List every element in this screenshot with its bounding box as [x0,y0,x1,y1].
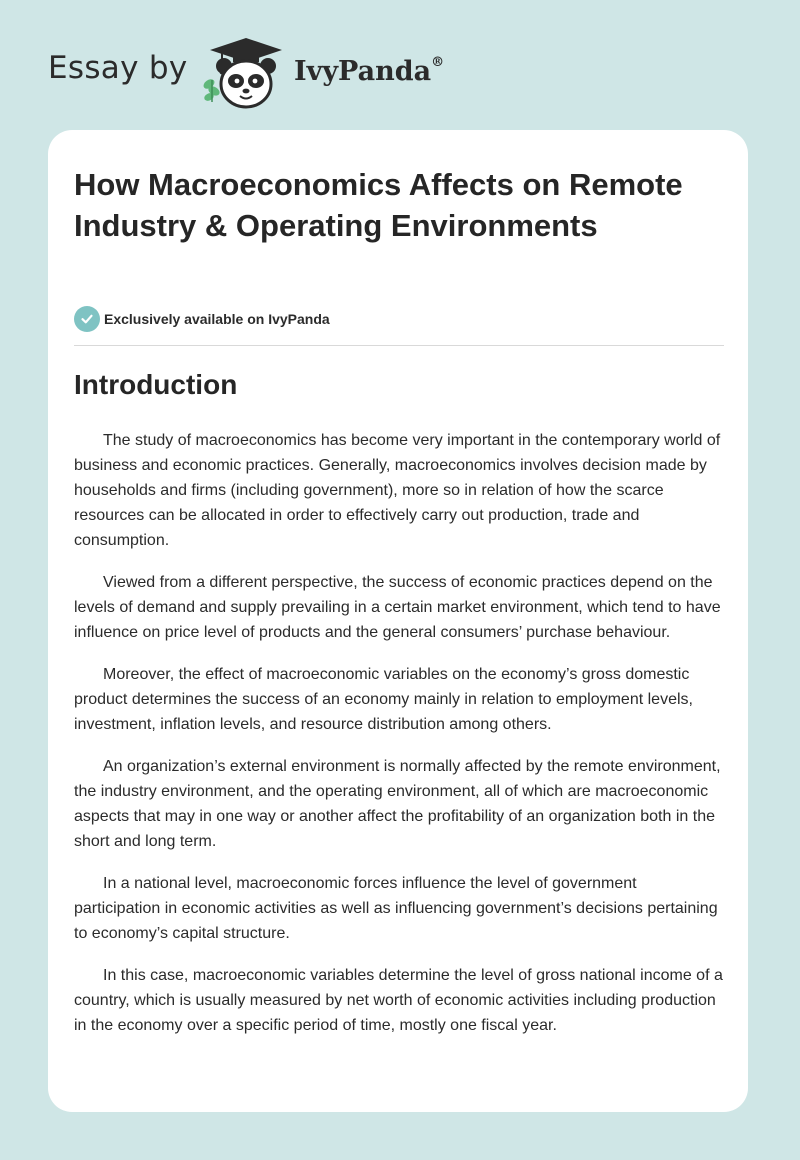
page-title: How Macroeconomics Affects on Remote Industry & Operating Environments [74,167,683,243]
divider [74,345,724,346]
availability-badge [74,306,330,332]
paragraph: In a national level, macroeconomic forces influence the level of government participation in economic activities as well as influencing government’s decisions pertaining to economy’s capital structure. [74,875,718,942]
essay-by-label: Essay by [48,50,188,86]
article-body [74,428,724,1055]
paragraph: An organization’s external environment is normally affected by the remote environment, the industry environment, and the operating environment, all of which are macroeconomic aspects that may in one way or another affect the profitability of an organization both in the short and long term. [74,758,721,850]
paragraph: Moreover, the effect of macroeconomic variables on the economy’s gross domestic product determines the success of an economy mainly in relation to employment levels, investment, inflation levels, and resource distribution among others. [74,666,693,733]
check-icon [74,306,100,332]
leaf-icon [202,77,221,102]
essay-card [48,130,748,1112]
section-heading: Introduction [74,369,238,400]
panda-graduate-icon[interactable] [200,36,292,110]
brand-name[interactable]: IvyPanda® [294,55,445,87]
paragraph: Viewed from a different perspective, the success of economic practices depend on the levels of demand and supply prevailing in a certain market environment, which tend to have influence on price level of products and the general consumers’ purchase behaviour. [74,574,721,641]
site-header [48,36,548,110]
paragraph: The study of macroeconomics has become very important in the contemporary world of business and economic practices. Generally, macroeconomics involves decision made by households and firms (including government), more so in relation of how the scarce resources can be allocated in order to effectively carry out production, trade and consumption. [74,432,721,549]
badge-label: Exclusively available on IvyPanda [104,311,330,327]
registered-mark: ® [431,55,445,70]
paragraph: In this case, macroeconomic variables determine the level of gross national income of a country, which is usually measured by net worth of economic activities including production in the economy over a specific period of time, mostly one fiscal year. [74,967,723,1034]
